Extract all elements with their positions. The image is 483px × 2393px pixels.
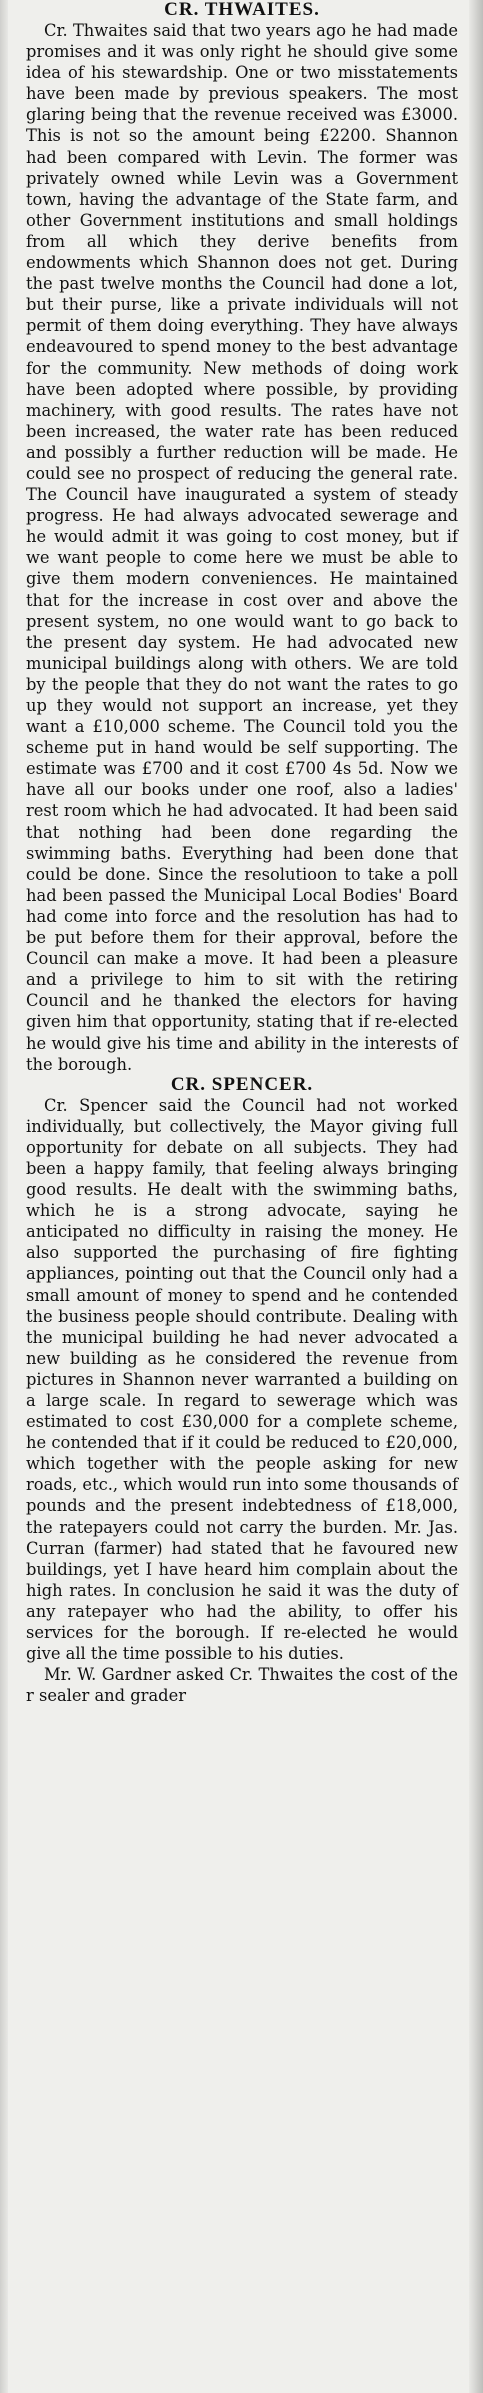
paragraph-gardner-question: Mr. W. Gardner asked Cr. Thwaites the cost of the r sealer and grader <box>26 1665 458 1706</box>
page-right-edge <box>469 0 483 2393</box>
page-left-edge <box>0 0 8 2393</box>
heading-spencer: CR. SPENCER. <box>170 1073 314 1095</box>
heading-thwaites: CR. THWAITES. <box>164 0 320 20</box>
paragraph-spencer: Cr. Spencer said the Council had not worked individually, but collectively, the Mayor giving full opportunity for debate on all subjects. They had been a happy family, that feeling always bringing good results. He dealt with the swimming baths, which he is a strong advocate, saying he anticipated no difficulty in raising the money. He also supported the purchasing of fire fighting appliances, pointing out that the Council only had a small amount of money to spend and he contended the business people should contribute. Dealing with the municipal building he had never advocated a new building as he considered the revenue from pictures in Shannon never warranted a building on a large scale. In regard to sewerage which was estimated to cost £30,000 for a complete scheme, he contended that if it could be reduced to £20,000, which together with the people asking for new roads, etc., which would run into some thousands of pounds and the present indebtedness of £18,000, the ratepayers could not carry the burden. Mr. Jas. Curran (farmer) had stated that he favoured new buildings, yet I have heard him complain about the high rates. In conclusion he said it was the duty of any ratepayer who had the ability, to offer his services for the borough. If re-elected he would give all the time possible to his duties. <box>26 1095 458 1664</box>
paragraph-thwaites: Cr. Thwaites said that two years ago he had made promises and it was only right he should give some idea of his stewardship. One or two misstatements have been made by previous speakers. The most glaring being that the revenue received was £3000. This is not so the amount being £2200. Shannon had been compared with Levin. The former was privately owned while Levin was a Government town, having the advantage of the State farm, and other Government institutions and small holdings from all which they derive benefits from endowments which Shannon does not get. During the past twelve months the Council had done a lot, but their purse, like a private individuals will not permit of them doing everything. They have always endeavoured to spend money to the best advantage for the community. New methods of doing work have been adopted where possible, by providing machinery, with good results. The rates have not been increased, the water rate has been reduced and possibly a further reduction will be made. He could see no prospect of reducing the general rate. The Council have inaugurated a system of steady progress. He had always advocated sewerage and he would admit it was going to cost money, but if we want people to come here we must be able to give them modern conveniences. He maintained that for the increase in cost over and above the present system, no one would want to go back to the present day system. He had advocated new municipal buildings along with others. We are told by the people that they do not want the rates to go up they would not support an increase, yet they want a £10,000 scheme. The Council told you the scheme put in hand would be self supporting. The estimate was £700 and it cost £700 4s 5d. Now we have all our books under one roof, also a ladies' rest room which he had advocated. It had been said that nothing had been done regarding the swimming baths. Everything had been done that could be done. Since the resolutioon to take a poll had been passed the Municipal Local Bodies' Board had come into force and the resolution has had to be put before them for their approval, before the Council can make a move. It had been a pleasure and a privilege to him to sit with the retiring Council and he thanked the electors for having given him that opportunity, stating that if re-elected he would give his time and ability in the interests of the borough. <box>26 21 458 1074</box>
article-column <box>26 0 458 1706</box>
